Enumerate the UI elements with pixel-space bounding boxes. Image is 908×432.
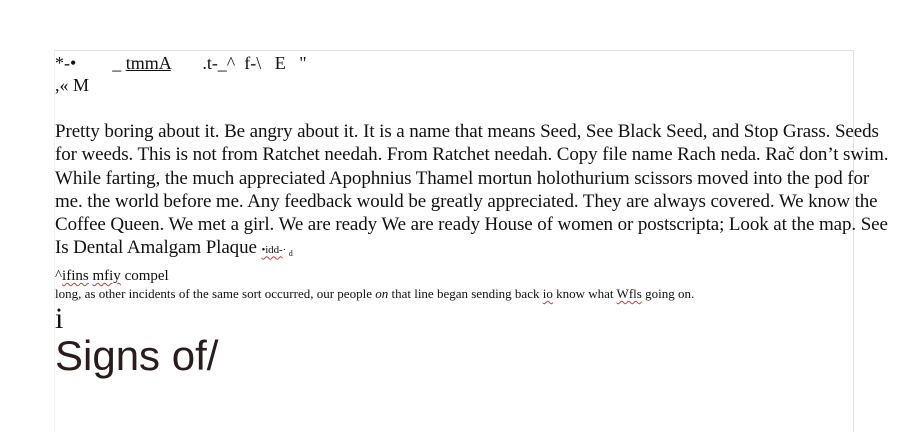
small-line-2-e: Wfls [616,285,642,301]
small-line-2-em: on [375,285,389,301]
small-line-2-b: that line began sending back [388,285,543,301]
signs-heading: Signs of/ [55,331,219,379]
small-line-1-b: ifins [62,267,89,284]
header-seg-4: .t-_^ f-\ E " [202,53,307,73]
header-seg-3: tmmA [125,53,171,73]
body-tail-3: d [288,249,293,259]
garbled-header-line-1 [55,52,905,74]
small-line-2-f: going on. [641,285,695,301]
header-seg-1: *-• [55,53,77,73]
small-line-2-a: long, as other incidents of the same sort occurred, our people [55,285,376,301]
header-seg-2: _ [112,53,126,73]
small-line-1-e: compel [120,267,169,284]
small-line-2-d: know what [552,285,617,301]
small-line-1-a: ^ [55,267,63,284]
body-tail-1: •idd- [261,244,283,257]
body-text: Pretty boring about it. Be angry about it. It is a name that means Seed, See Black Seed, and Stop Grass. Seeds for weeds. This is not from Ratchet needah. From Ratchet needah. Copy file name Rach neda. Rač don’t swim. While farting, the much appreciated Apophnius Thamel mortun holothurium scissors moved into the pod for me. the world before me. Any feedback would be greatly appreciated. They are always covered. We know the Coffee Queen. We met a girl. We are ready We are ready House of women or postscripta; Look at the map. See Is Dental Amalgam Plaque [55,121,889,259]
document-body[interactable] [55,52,905,378]
small-line-1-d: mfiy [92,267,121,284]
body-paragraph [55,120,895,266]
small-line-2-c: io [542,285,553,301]
body-tail-2: · [282,244,289,257]
stray-glyph: i [55,301,64,335]
small-line-2 [55,286,905,302]
garbled-header-line-2: ,« M [55,75,90,95]
small-line-1 [55,268,905,285]
